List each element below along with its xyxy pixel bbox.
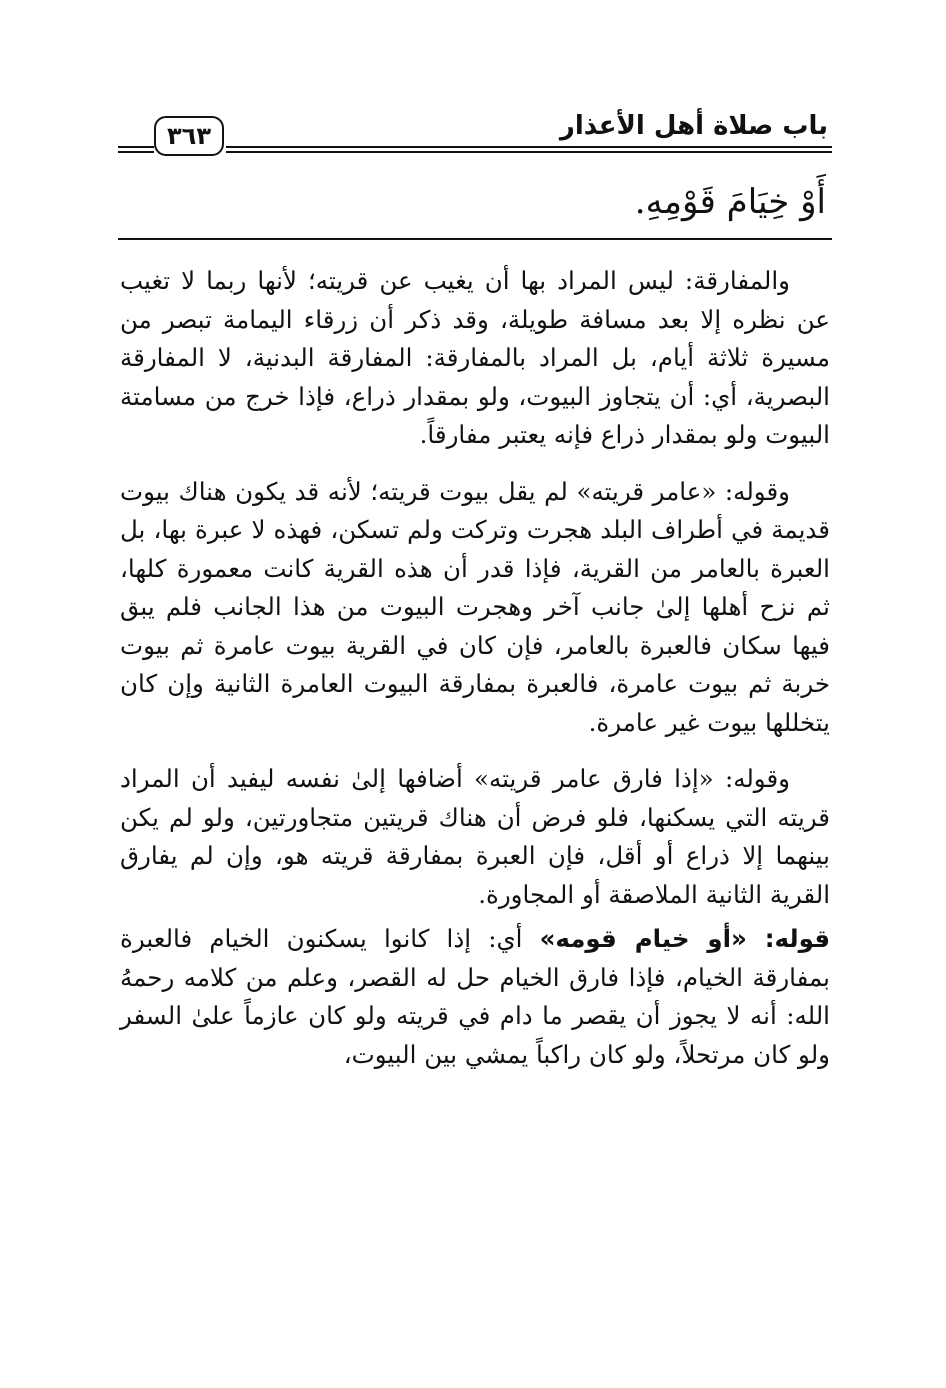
paragraph-lead: قوله: «أو خيام قومه» [539, 924, 831, 953]
paragraph: وقوله: «عامر قريته» لم يقل بيوت قريته؛ لأنه قد يكون هناك بيوت قديمة في أطراف البلد هجرت وتركت ولم تسكن، فهذه لا عبرة بها، بل العبرة بالعامر من القرية، فإذا قدر أن هذه القرية كانت معمورة كلها، ثم نزح أهلها إلىٰ جانب آخر وهجرت البيوت من هذا الجانب فلم يبق فيها سكان فالعبرة بالعامر، فإن كان في القرية بيوت عامرة ثم بيوت خربة ثم بيوت عامرة، فالعبرة بمفارقة البيوت العامرة الثانية وإن كان يتخللها بيوت غير عامرة. [120, 476, 830, 737]
paragraph-text: أي: إذا كانوا يسكنون الخيام فالعبرة بمفارقة الخيام، فإذا فارق الخيام حل له القصر، وعلم من كلامه رحمهُ الله: أنه لا يجوز أن يقصر ما دام في قريته ولو كان عازماً علىٰ السفر ولو كان مرتحلاً، ولو كان راكباً يمشي بين البيوت، [120, 924, 830, 1069]
paragraph: وقوله: «إذا فارق عامر قريته» أضافها إلىٰ نفسه ليفيد أن المراد قريته التي يسكنها، فلو فرض أن هناك قريتين متجاورتين، ولو لم يكن بينهما إلا ذراع أو أقل، فإن العبرة بمفارقة قريته هو، وإن لم يفارق القرية الثانية الملاصقة أو المجاورة. [120, 764, 830, 909]
paragraph: والمفارقة: ليس المراد بها أن يغيب عن قريته؛ لأنها ربما لا تغيب عن نظره إلا بعد مسافة طويلة، وقد ذكر أن زرقاء اليمامة تبصر من مسيرة ثلاثة أيام، بل المراد بالمفارقة: المفارقة البدنية، لا المفارقة البصرية، أي: أن يتجاوز البيوت، ولو بمقدار ذراع، فإذا خرج من مسامتة البيوت ولو بمقدار ذراع فإنه يعتبر مفارقاً. [120, 266, 830, 449]
header-rule-right [226, 146, 832, 153]
header-rule-left [118, 146, 154, 153]
commentary-body [120, 262, 830, 1092]
paragraph-last [120, 920, 830, 1074]
page-number: ٣٦٣ [154, 116, 224, 156]
separator-line [118, 238, 832, 240]
matn-text: أَوْ خِيَامَ قَوْمِهِ. [634, 182, 826, 222]
running-header [0, 0, 946, 170]
chapter-title: باب صلاة أهل الأعذار [559, 111, 828, 141]
